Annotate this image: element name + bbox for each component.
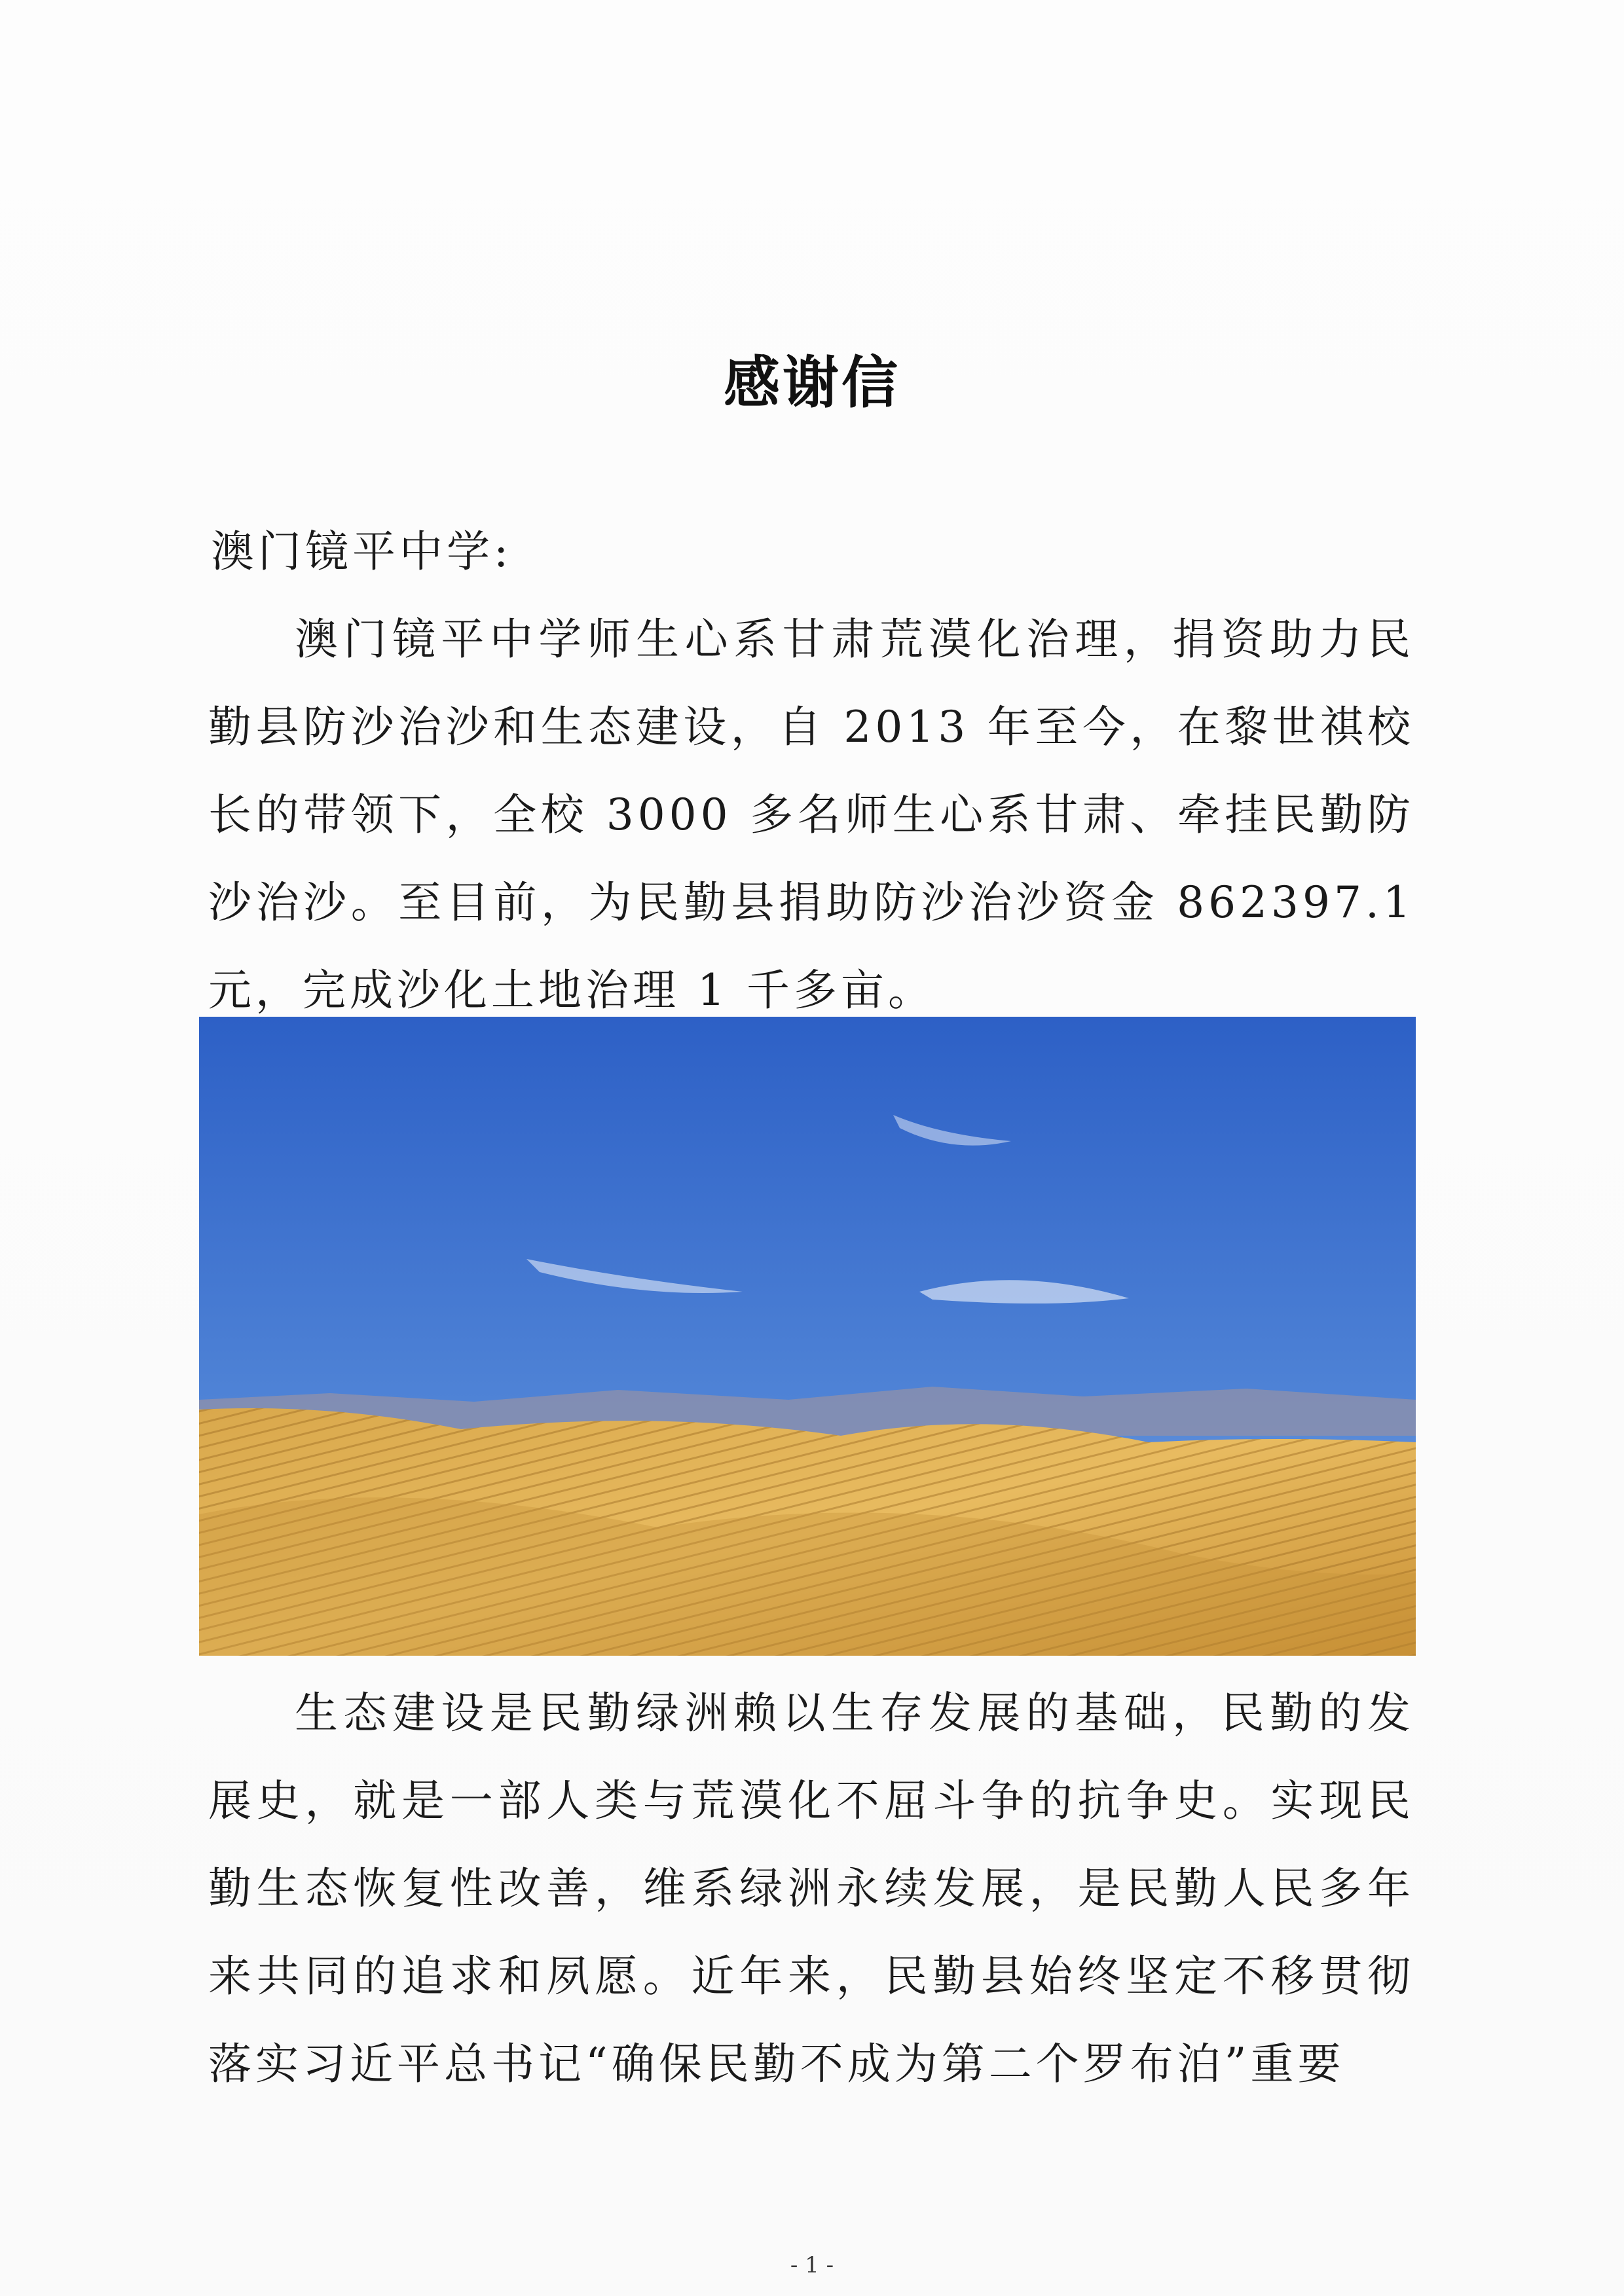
salutation: 澳门镜平中学:	[211, 526, 513, 577]
desert-landscape-image	[199, 1017, 1416, 1656]
desert-photo	[199, 1017, 1416, 1656]
page-number: - 1 -	[790, 2252, 834, 2278]
paragraph-1: 澳门镜平中学师生心系甘肃荒漠化治理，捐资助力民勤县防沙治沙和生态建设，自 2013 年至今，在黎世祺校长的带领下，全校 3000 多名师生心系甘肃、牵挂民勤防沙治沙。至目前，为民勤县捐助防沙治沙资金 862397.1 元，完成沙化土地治理 1 千多亩。	[208, 614, 1414, 1015]
paragraph-2: 生态建设是民勤绿洲赖以生存发展的基础，民勤的发展史，就是一部人类与荒漠化不屈斗争的抗争史。实现民勤生态恢复性改善，维系绿洲永续发展，是民勤人民多年来共同的追求和夙愿。近年来，民勤县始终坚定不移贯彻落实习近平总书记“确保民勤不成为第二个罗布泊”重要	[208, 1688, 1414, 2089]
page-title: 感谢信	[724, 350, 900, 416]
